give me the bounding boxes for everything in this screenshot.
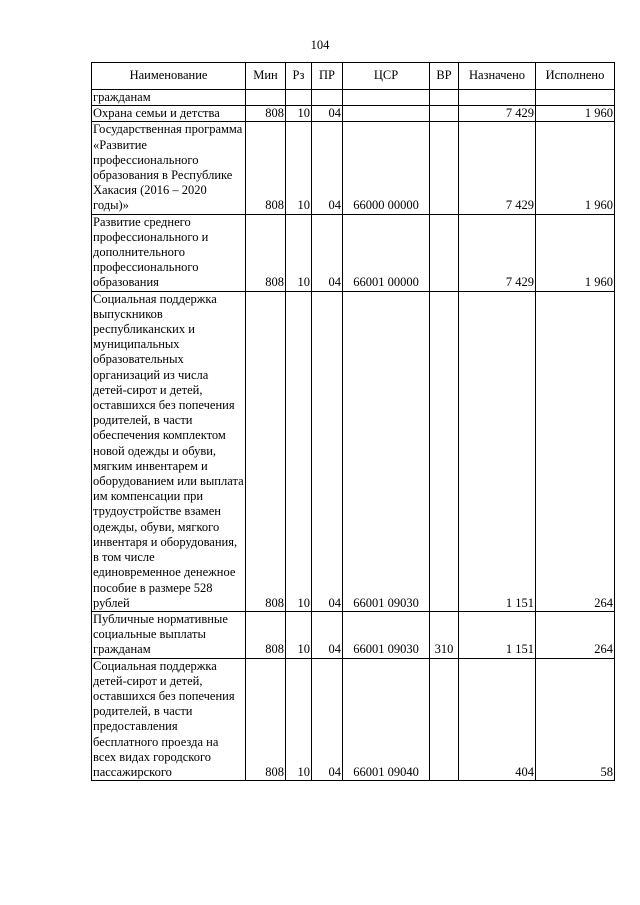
row-min: 808 (246, 214, 286, 291)
header-assigned: Назначено (459, 63, 536, 90)
row-pr: 04 (312, 106, 343, 122)
row-assigned: 1 151 (459, 611, 536, 658)
table-row (92, 214, 615, 291)
row-pr: 04 (312, 658, 343, 781)
header-executed: Исполнено (536, 63, 615, 90)
row-rz: 10 (286, 122, 312, 214)
row-pr: 04 (312, 122, 343, 214)
row-executed: 1 960 (536, 214, 615, 291)
row-csr: 66001 09040 (343, 658, 430, 781)
table-row (92, 106, 615, 122)
row-assigned: 7 429 (459, 106, 536, 122)
row-executed: 264 (536, 291, 615, 611)
row-pr: 04 (312, 611, 343, 658)
row-rz: 10 (286, 214, 312, 291)
row-name: Социальная поддержка выпускников республиканских и муниципальных образовательных организаций из числа детей-сирот и детей, оставшихся без попечения родителей, в части обеспечения комплектом новой одежды и обуви, мягким инвентарем и оборудованием или выплата им компенсации при трудоустройстве взамен одежды, обуви, мягкого инвентаря и оборудования, в том числе единовременное денежное пособие в размере 528 рублей (93, 291, 244, 610)
row-csr: 66001 09030 (343, 611, 430, 658)
header-min: Мин (246, 63, 286, 90)
row-vr: 310 (430, 611, 459, 658)
row-min: 808 (246, 122, 286, 214)
header-vr: ВР (430, 63, 459, 90)
row-executed (536, 90, 615, 106)
row-name: Развитие среднего профессионального и дополнительного профессионального образования (92, 214, 246, 291)
row-rz (286, 90, 312, 106)
row-name: Социальная поддержка детей-сирот и детей, оставшихся без попечения родителей, в части предоставления бесплатного проезда на всех видах городского пассажирского (92, 658, 246, 781)
row-executed: 264 (536, 611, 615, 658)
row-min: 808 (246, 658, 286, 781)
row-assigned: 404 (459, 658, 536, 781)
row-assigned (459, 90, 536, 106)
row-vr (430, 90, 459, 106)
row-csr: 66001 09030 (343, 291, 430, 611)
row-rz: 10 (286, 658, 312, 781)
row-pr (312, 90, 343, 106)
row-min (246, 90, 286, 106)
row-vr (430, 106, 459, 122)
header-rz: Рз (286, 63, 312, 90)
table-row (92, 90, 615, 106)
row-csr (343, 106, 430, 122)
row-min: 808 (246, 611, 286, 658)
row-vr (430, 214, 459, 291)
row-min: 808 (246, 291, 286, 611)
row-pr: 04 (312, 214, 343, 291)
table-row (92, 291, 615, 611)
header-name: Наименование (92, 63, 246, 90)
table-row (92, 611, 615, 658)
row-csr (343, 90, 430, 106)
row-rz: 10 (286, 611, 312, 658)
row-csr: 66000 00000 (343, 122, 430, 214)
page-number: 104 (310, 38, 330, 52)
row-executed: 58 (536, 658, 615, 781)
row-min: 808 (246, 106, 286, 122)
row-executed: 1 960 (536, 122, 615, 214)
table-row (92, 658, 615, 781)
row-name: Государственная программа «Развитие профессионального образования в Республике Хакасия (2016 – 2020 годы)» (92, 122, 246, 214)
row-pr: 04 (312, 291, 343, 611)
row-assigned: 7 429 (459, 214, 536, 291)
row-name: Охрана семьи и детства (92, 106, 246, 122)
row-vr (430, 291, 459, 611)
header-pr: ПР (312, 63, 343, 90)
header-csr: ЦСР (343, 63, 430, 90)
budget-table (91, 62, 615, 781)
row-csr: 66001 00000 (343, 214, 430, 291)
row-executed: 1 960 (536, 106, 615, 122)
row-vr (430, 658, 459, 781)
row-name: Публичные нормативные социальные выплаты гражданам (92, 611, 246, 658)
row-assigned: 1 151 (459, 291, 536, 611)
row-rz: 10 (286, 291, 312, 611)
row-name: гражданам (92, 90, 246, 106)
row-vr (430, 122, 459, 214)
table-header-row (92, 63, 615, 90)
table-row (92, 122, 615, 214)
row-rz: 10 (286, 106, 312, 122)
row-assigned: 7 429 (459, 122, 536, 214)
